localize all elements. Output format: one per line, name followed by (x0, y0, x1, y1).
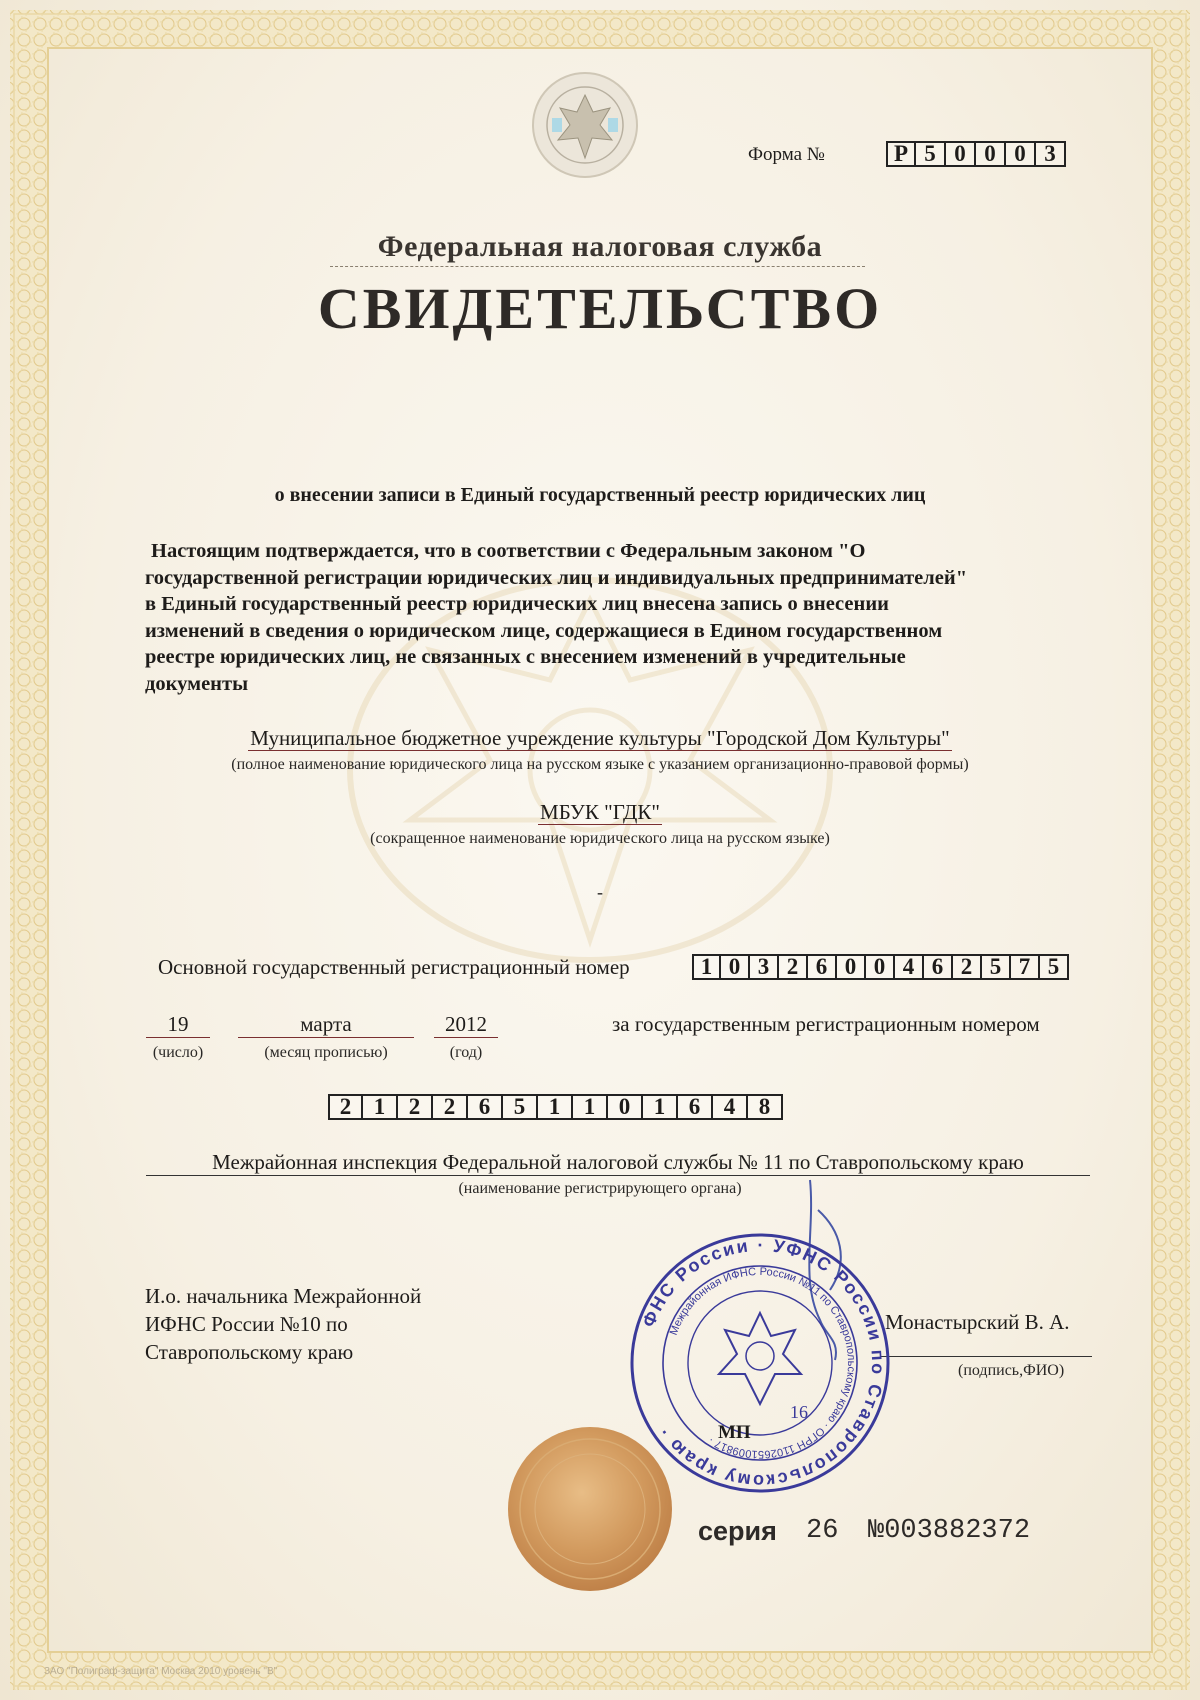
hologram-emblem-icon (530, 70, 640, 180)
form-code-cell: Р (886, 141, 916, 167)
signer-position-line: ИФНС России №10 по (145, 1312, 348, 1336)
grn-label: за государственным регистрационным номером (612, 1012, 1040, 1036)
stamp-number: 16 (790, 1402, 808, 1422)
grn-digit-cell: 0 (608, 1094, 643, 1120)
stamp-place-mark: МП (718, 1422, 751, 1443)
grn-number (328, 1094, 783, 1120)
grn-digit-cell: 1 (538, 1094, 573, 1120)
printer-note: ЗАО "Полиграф-защита" Москва 2010 уровень "В" (44, 1666, 278, 1677)
date-year: 2012 (434, 1012, 498, 1038)
stamp-outer-text: ФНС России · УФНС России по Ставропольскому краю · (638, 1234, 889, 1492)
entity-full-name: Муниципальное бюджетное учреждение культуры "Городской Дом Культуры" (250, 726, 950, 750)
ogrn-number (692, 954, 1069, 980)
serial-label: серия (698, 1516, 777, 1546)
entity-short-name-row (0, 800, 1200, 825)
serial-series: 26 (806, 1516, 839, 1546)
form-code-cell: 5 (916, 141, 946, 167)
document-title: СВИДЕТЕЛЬСТВО (317, 276, 883, 341)
body-line: Настоящим подтверждается, что в соответствии с Федеральным законом "О (151, 540, 866, 562)
ogrn-digit-cell: 3 (750, 954, 779, 980)
form-code-cell: 0 (946, 141, 976, 167)
body-line: государственной регистрации юридических лиц и индивидуальных предпринимателей" (145, 566, 968, 589)
ogrn-digit-cell: 0 (721, 954, 750, 980)
entity-full-name-caption: (полное наименование юридического лица на русском языке с указанием организационно-правовой формы) (231, 756, 969, 773)
form-code-cell: 0 (1006, 141, 1036, 167)
ogrn-digit-cell: 2 (953, 954, 982, 980)
form-code-cell: 0 (976, 141, 1006, 167)
signer-position (145, 1282, 421, 1366)
gold-seal (505, 1424, 675, 1594)
ogrn-digit-cell: 0 (837, 954, 866, 980)
date-year-caption: (год) (449, 1044, 483, 1061)
date-month-caption: (месяц прописью) (264, 1044, 388, 1061)
entity-short-name-caption: (сокращенное наименование юридического лица на русском языке) (370, 830, 830, 847)
document-subtitle: о внесении записи в Единый государственный реестр юридических лиц (274, 484, 926, 506)
form-code-cell: 3 (1036, 141, 1066, 167)
ogrn-digit-cell: 4 (895, 954, 924, 980)
signer-position-line: И.о. начальника Межрайонной (145, 1284, 422, 1308)
grn-digit-cell: 8 (748, 1094, 783, 1120)
entity-full-name-row (0, 726, 1200, 751)
grn-digit-cell: 6 (678, 1094, 713, 1120)
agency-name: Федеральная налоговая служба (377, 230, 823, 263)
ogrn-label: Основной государственный регистрационный номер (158, 955, 630, 979)
stamp-inner-text: Межрайонная ИФНС России №11 по Ставропольскому краю · ОГРН 1102651009817 · (667, 1265, 858, 1461)
ogrn-digit-cell: 5 (1040, 954, 1069, 980)
latin-name-dash: - (597, 882, 603, 902)
form-code (886, 141, 1066, 167)
date-day-caption: (число) (152, 1044, 204, 1061)
grn-digit-cell: 2 (398, 1094, 433, 1120)
grn-digit-cell: 1 (573, 1094, 608, 1120)
grn-digit-cell: 1 (363, 1094, 398, 1120)
serial-number: №003882372 (868, 1516, 1031, 1546)
ogrn-digit-cell: 7 (1011, 954, 1040, 980)
ogrn-digit-cell: 6 (924, 954, 953, 980)
ogrn-digit-cell: 6 (808, 954, 837, 980)
body-line: реестре юридических лиц, не связанных с внесением изменений в учредительные (145, 646, 906, 668)
authority-caption: (наименование регистрирующего органа) (458, 1180, 742, 1197)
header-divider (330, 266, 865, 267)
signature-caption: (подпись,ФИО) (958, 1362, 1065, 1379)
body-line: документы (145, 672, 249, 695)
entity-short-name: МБУК "ГДК" (540, 800, 660, 824)
grn-digit-cell: 1 (643, 1094, 678, 1120)
body-line: в Единый государственный реестр юридических лиц внесена запись о внесении (145, 593, 889, 615)
body-paragraph (145, 538, 1105, 697)
ogrn-digit-cell: 0 (866, 954, 895, 980)
ogrn-digit-cell: 2 (779, 954, 808, 980)
date-day: 19 (146, 1012, 210, 1038)
signature-line (880, 1356, 1092, 1357)
grn-digit-cell: 4 (713, 1094, 748, 1120)
grn-digit-cell: 6 (468, 1094, 503, 1120)
ogrn-digit-cell: 5 (982, 954, 1011, 980)
body-line: изменений в сведения о юридическом лице, содержащиеся в Едином государственном (145, 619, 943, 642)
ogrn-digit-cell: 1 (692, 954, 721, 980)
grn-digit-cell: 2 (328, 1094, 363, 1120)
signer-name: Монастырский В. А. (885, 1310, 1070, 1334)
grn-digit-cell: 5 (503, 1094, 538, 1120)
date-month: марта (238, 1012, 414, 1038)
form-label: Форма № (748, 144, 825, 165)
signer-position-line: Ставропольскому краю (145, 1340, 354, 1364)
registration-authority: Межрайонная инспекция Федеральной налоговой службы № 11 по Ставропольскому краю (146, 1150, 1090, 1176)
grn-digit-cell: 2 (433, 1094, 468, 1120)
